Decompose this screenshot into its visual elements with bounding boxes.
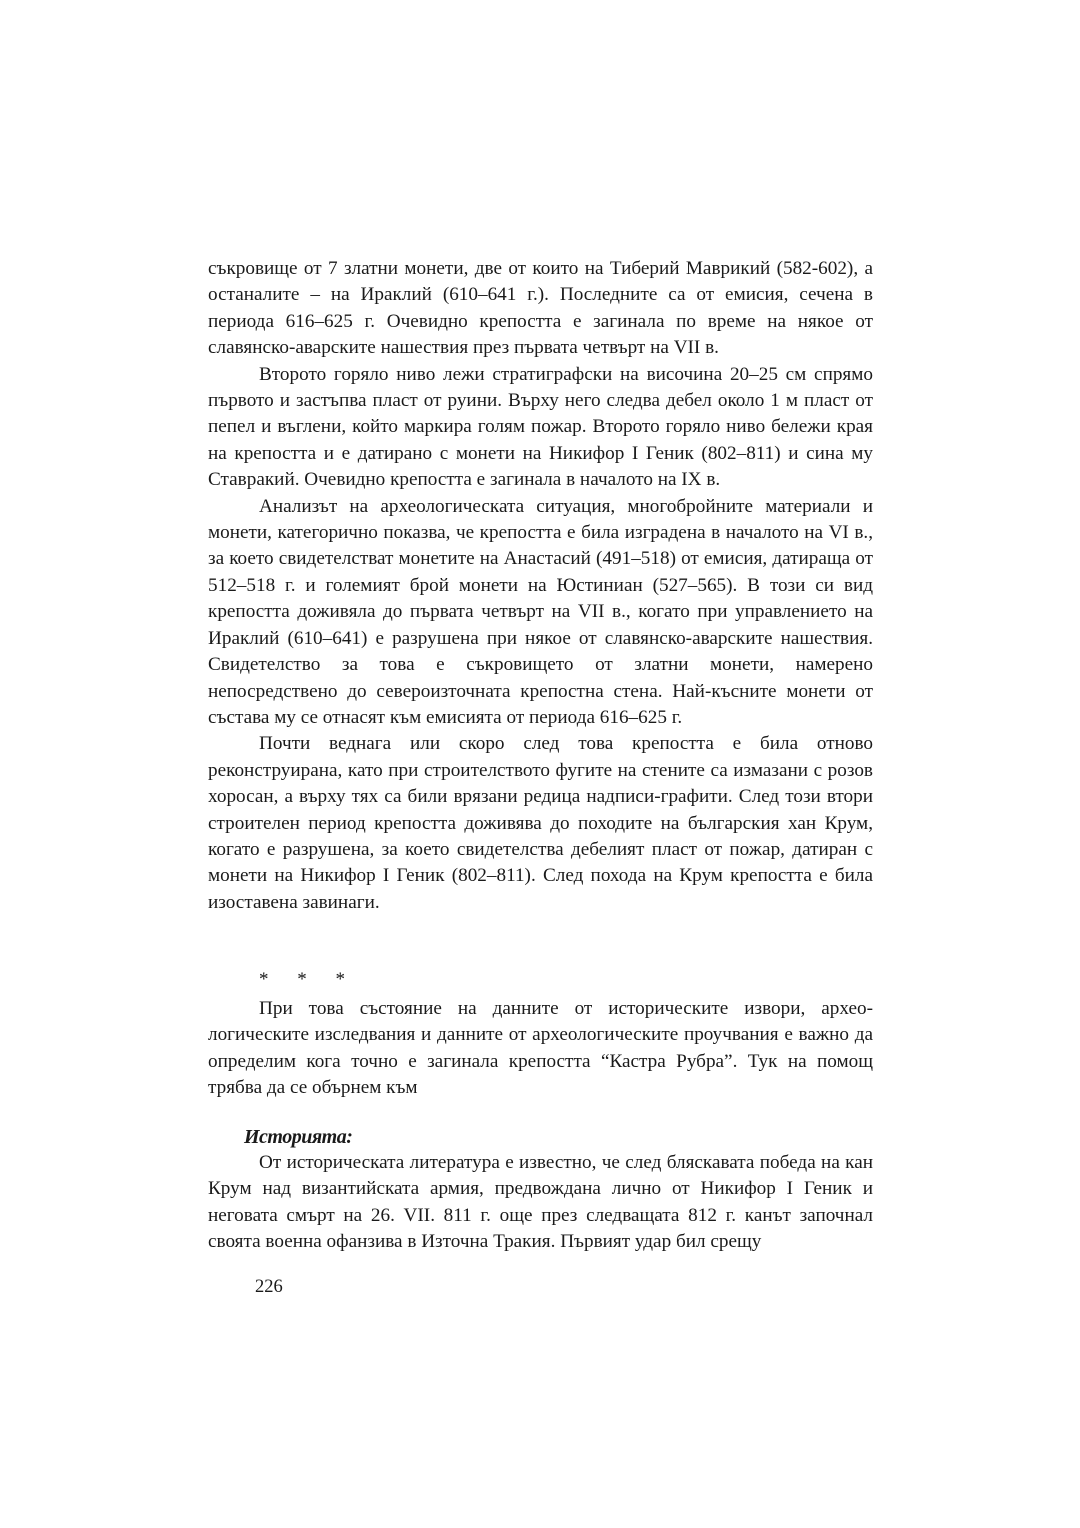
- body-text-part1: [208, 256, 873, 916]
- paragraph-5: При това състояние на данните от историческите извори, архео-логическите изследвания и данните от археологическите проучвания е важно да определим кога точно е загинала крепостта “Кастра Рубра”. Тук на помощ трябва да се обърнем към: [208, 998, 873, 1099]
- paragraph-6: От историческата литература е известно, че след бляскавата победа на кан Крум над византийската армия, предвождана лично от Никифор I Геник и неговата смърт на 26. VII. 811 г. още през следващата 812 г. канът започнал своята военна офанзива в Източна Тракия. Първият удар бил срещу: [208, 1152, 873, 1253]
- section-heading: Историята:: [244, 1126, 353, 1148]
- body-text-part2: [208, 996, 873, 1102]
- body-text-part3: [208, 1150, 873, 1256]
- section-separator: * * *: [259, 969, 357, 990]
- page-number: 226: [255, 1277, 283, 1297]
- paragraph-3: Анализът на археологическата ситуация, многобройните материали и монети, категорично показва, че крепостта е била изградена в началото на VI в., за което свидетелстват монетите на Анастасий (491–518) от емисия, датираща от 512–518 г. и големият брой монети на Юстиниан (527–565). В този си вид крепостта доживяла до първата четвърт на VII в., когато при управлението на Ираклий (610–641) е разрушена при някое от славянско-аварските нашествия. Свидетелство за това е съкровището от златни монети, намерено непосредствено до североизточната крепостна стена. Най-късните монети от състава му се отнасят към емисията от периода 616–625 г.: [208, 495, 873, 728]
- paragraph-2: Второто горяло ниво лежи стратиграфски на височина 20–25 см спрямо първото и застъпва пласт от руини. Върху него следва дебел около 1 м пласт от пепел и въглени, който маркира голям пожар. Второто горяло ниво бележи края на крепостта и е датирано с монети на Никифор I Геник (802–811) и сина му Ставракий. Очевидно крепостта е загинала в началото на IX в.: [208, 363, 873, 491]
- paragraph-1: съкровище от 7 златни монети, две от които на Тиберий Маврикий (582-602), а останалите – на Ираклий (610–641 г.). Последните са от емисия, сечена в периода 616–625 г. Очевидно крепостта е загинала по време на някое от славянско-аварските нашествия през първата четвърт на VII в.: [208, 258, 873, 359]
- paragraph-4: Почти веднага или скоро след това крепостта е била отново реконструирана, като при строителството фугите на стените са измазани с розов хоросан, а върху тях са били врязани редица надписи-графити. След този втори строителен период крепостта доживява до походите на българския хан Крум, когато е разрушена, за което свидетелства дебелият пласт от пожар, датиран с монети на Никифор I Геник (802–811). След похода на Крум крепостта е била изоставена завинаги.: [208, 733, 873, 913]
